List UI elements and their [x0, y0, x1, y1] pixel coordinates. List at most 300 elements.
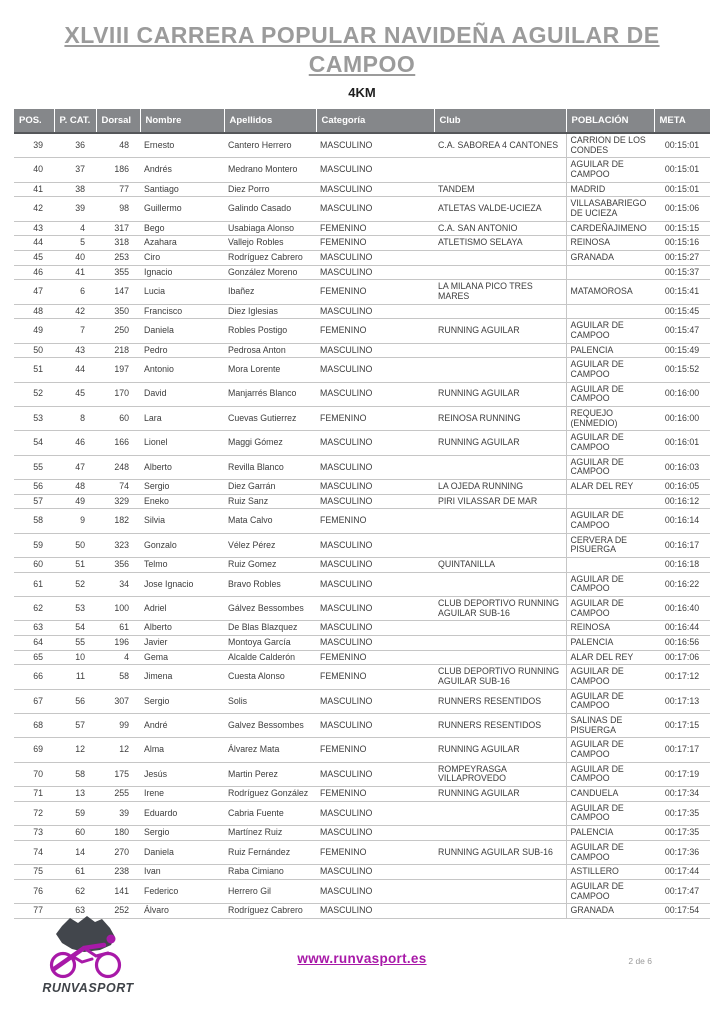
- cell-categoria: MASCULINO: [316, 197, 434, 221]
- cell-meta: 00:16:22: [654, 572, 710, 596]
- table-row: [14, 689, 710, 713]
- table-row: [14, 801, 710, 825]
- cell-pos: 60: [14, 558, 54, 573]
- cell-apellidos: Galindo Casado: [224, 197, 316, 221]
- table-row: [14, 382, 710, 406]
- cell-club: RUNNING AGUILAR: [434, 382, 566, 406]
- cell-pos: 47: [14, 280, 54, 304]
- cell-categoria: MASCULINO: [316, 533, 434, 557]
- table-row: [14, 879, 710, 903]
- cell-poblacion: CARDEÑAJIMENO: [566, 221, 654, 236]
- cell-p-cat: 50: [54, 533, 96, 557]
- cell-apellidos: Alcalde Calderón: [224, 650, 316, 665]
- cell-pos: 71: [14, 787, 54, 802]
- cell-dorsal: 100: [96, 597, 140, 621]
- cell-nombre: Eneko: [140, 494, 224, 509]
- cell-club: [434, 826, 566, 841]
- cell-p-cat: 14: [54, 840, 96, 864]
- cell-apellidos: De Blas Blazquez: [224, 621, 316, 636]
- cell-poblacion: AGUILAR DE CAMPOO: [566, 689, 654, 713]
- cell-meta: 00:17:34: [654, 787, 710, 802]
- cell-club: [434, 265, 566, 280]
- cell-apellidos: Ruiz Sanz: [224, 494, 316, 509]
- cell-categoria: MASCULINO: [316, 304, 434, 319]
- cell-poblacion: CERVERA DE PISUERGA: [566, 533, 654, 557]
- cell-pos: 54: [14, 431, 54, 455]
- cell-nombre: Federico: [140, 879, 224, 903]
- cell-club: [434, 801, 566, 825]
- cell-club: LA MILANA PICO TRES MARES: [434, 280, 566, 304]
- cell-club: C.A. SABOREA 4 CANTONES: [434, 133, 566, 158]
- cell-pos: 40: [14, 158, 54, 182]
- cell-categoria: MASCULINO: [316, 865, 434, 880]
- cell-club: [434, 650, 566, 665]
- cell-dorsal: 255: [96, 787, 140, 802]
- cell-pos: 75: [14, 865, 54, 880]
- cell-categoria: MASCULINO: [316, 597, 434, 621]
- cell-p-cat: 36: [54, 133, 96, 158]
- cell-pos: 72: [14, 801, 54, 825]
- cell-nombre: Antonio: [140, 358, 224, 382]
- cell-dorsal: 253: [96, 250, 140, 265]
- cell-dorsal: 252: [96, 904, 140, 919]
- cell-club: CLUB DEPORTIVO RUNNING AGUILAR SUB-16: [434, 597, 566, 621]
- cell-apellidos: Ibañez: [224, 280, 316, 304]
- cell-apellidos: Mora Lorente: [224, 358, 316, 382]
- table-row: [14, 558, 710, 573]
- cell-club: [434, 304, 566, 319]
- cell-dorsal: 238: [96, 865, 140, 880]
- table-row: [14, 358, 710, 382]
- cell-poblacion: GRANADA: [566, 904, 654, 919]
- cell-apellidos: Rodríguez Cabrero: [224, 904, 316, 919]
- cell-nombre: Alberto: [140, 455, 224, 479]
- cell-dorsal: 60: [96, 406, 140, 430]
- cell-p-cat: 47: [54, 455, 96, 479]
- cell-poblacion: AGUILAR DE CAMPOO: [566, 840, 654, 864]
- cell-meta: 00:16:05: [654, 480, 710, 495]
- cell-poblacion: [566, 558, 654, 573]
- cell-categoria: FEMENINO: [316, 650, 434, 665]
- cell-dorsal: 39: [96, 801, 140, 825]
- cell-nombre: Ignacio: [140, 265, 224, 280]
- cell-categoria: MASCULINO: [316, 455, 434, 479]
- cell-pos: 58: [14, 509, 54, 533]
- cell-nombre: Lionel: [140, 431, 224, 455]
- cell-categoria: MASCULINO: [316, 636, 434, 651]
- cell-club: ROMPEYRASGA VILLAPROVEDO: [434, 762, 566, 786]
- cell-dorsal: 48: [96, 133, 140, 158]
- cell-apellidos: Vélez Pérez: [224, 533, 316, 557]
- table-row: [14, 597, 710, 621]
- table-row: [14, 762, 710, 786]
- cell-club: [434, 358, 566, 382]
- cell-categoria: MASCULINO: [316, 558, 434, 573]
- cell-meta: 00:17:17: [654, 738, 710, 762]
- cell-poblacion: CARRION DE LOS CONDES: [566, 133, 654, 158]
- cell-meta: 00:15:01: [654, 182, 710, 197]
- cell-p-cat: 7: [54, 319, 96, 343]
- cell-apellidos: Álvarez Mata: [224, 738, 316, 762]
- cell-poblacion: MADRID: [566, 182, 654, 197]
- table-row: [14, 250, 710, 265]
- cell-p-cat: 48: [54, 480, 96, 495]
- cell-club: [434, 636, 566, 651]
- cell-dorsal: 350: [96, 304, 140, 319]
- cell-nombre: Gonzalo: [140, 533, 224, 557]
- cell-categoria: MASCULINO: [316, 621, 434, 636]
- cell-apellidos: Herrero Gil: [224, 879, 316, 903]
- column-header-poblacion: POBLACIÓN: [566, 109, 654, 133]
- cell-meta: 00:15:52: [654, 358, 710, 382]
- cell-apellidos: Robles Postigo: [224, 319, 316, 343]
- cell-pos: 52: [14, 382, 54, 406]
- cell-apellidos: Revilla Blanco: [224, 455, 316, 479]
- table-row: [14, 197, 710, 221]
- cell-club: [434, 509, 566, 533]
- cell-p-cat: 5: [54, 236, 96, 251]
- cell-p-cat: 41: [54, 265, 96, 280]
- cell-nombre: Gema: [140, 650, 224, 665]
- cell-nombre: Jimena: [140, 665, 224, 689]
- cell-dorsal: 74: [96, 480, 140, 495]
- cell-poblacion: AGUILAR DE CAMPOO: [566, 158, 654, 182]
- cell-meta: 00:16:14: [654, 509, 710, 533]
- cell-meta: 00:17:15: [654, 714, 710, 738]
- cell-poblacion: PALENCIA: [566, 826, 654, 841]
- cell-club: [434, 621, 566, 636]
- cell-nombre: Jesús: [140, 762, 224, 786]
- cell-apellidos: Martínez Ruiz: [224, 826, 316, 841]
- cell-apellidos: Usabiaga Alonso: [224, 221, 316, 236]
- cell-club: QUINTANILLA: [434, 558, 566, 573]
- cell-nombre: Sergio: [140, 826, 224, 841]
- footer-link-wrap: [0, 950, 724, 968]
- cell-dorsal: 166: [96, 431, 140, 455]
- cell-p-cat: 11: [54, 665, 96, 689]
- cell-pos: 74: [14, 840, 54, 864]
- cell-nombre: Lara: [140, 406, 224, 430]
- cell-categoria: FEMENINO: [316, 221, 434, 236]
- cell-pos: 76: [14, 879, 54, 903]
- cell-dorsal: 270: [96, 840, 140, 864]
- cell-categoria: FEMENINO: [316, 665, 434, 689]
- cell-categoria: FEMENINO: [316, 738, 434, 762]
- cell-nombre: Daniela: [140, 840, 224, 864]
- cell-poblacion: VILLASABARIEGO DE UCIEZA: [566, 197, 654, 221]
- cell-poblacion: AGUILAR DE CAMPOO: [566, 358, 654, 382]
- cell-club: RUNNING AGUILAR: [434, 319, 566, 343]
- cell-dorsal: 98: [96, 197, 140, 221]
- cell-dorsal: 186: [96, 158, 140, 182]
- cell-dorsal: 307: [96, 689, 140, 713]
- cell-pos: 77: [14, 904, 54, 919]
- cell-pos: 45: [14, 250, 54, 265]
- cell-apellidos: Gálvez Bessombes: [224, 597, 316, 621]
- cell-nombre: Sergio: [140, 480, 224, 495]
- cell-apellidos: Rodríguez Cabrero: [224, 250, 316, 265]
- cell-nombre: Azahara: [140, 236, 224, 251]
- table-row: [14, 787, 710, 802]
- cell-pos: 56: [14, 480, 54, 495]
- cell-meta: 00:17:06: [654, 650, 710, 665]
- table-row: [14, 406, 710, 430]
- cell-meta: 00:17:12: [654, 665, 710, 689]
- cell-poblacion: AGUILAR DE CAMPOO: [566, 431, 654, 455]
- cell-apellidos: Manjarrés Blanco: [224, 382, 316, 406]
- cell-pos: 61: [14, 572, 54, 596]
- cell-categoria: MASCULINO: [316, 480, 434, 495]
- cell-categoria: MASCULINO: [316, 133, 434, 158]
- cell-dorsal: 248: [96, 455, 140, 479]
- cell-p-cat: 4: [54, 221, 96, 236]
- cell-poblacion: [566, 304, 654, 319]
- cell-p-cat: 62: [54, 879, 96, 903]
- cell-categoria: FEMENINO: [316, 509, 434, 533]
- results-table: [14, 109, 710, 919]
- cell-p-cat: 13: [54, 787, 96, 802]
- cell-categoria: FEMENINO: [316, 280, 434, 304]
- cell-poblacion: AGUILAR DE CAMPOO: [566, 572, 654, 596]
- cell-apellidos: Montoya García: [224, 636, 316, 651]
- cell-nombre: Ciro: [140, 250, 224, 265]
- cell-nombre: Jose Ignacio: [140, 572, 224, 596]
- cell-club: RUNNING AGUILAR: [434, 738, 566, 762]
- cell-p-cat: 57: [54, 714, 96, 738]
- cell-poblacion: SALINAS DE PISUERGA: [566, 714, 654, 738]
- cell-poblacion: AGUILAR DE CAMPOO: [566, 455, 654, 479]
- cell-apellidos: Galvez Bessombes: [224, 714, 316, 738]
- cell-club: REINOSA RUNNING: [434, 406, 566, 430]
- cell-categoria: MASCULINO: [316, 762, 434, 786]
- cell-dorsal: 34: [96, 572, 140, 596]
- cell-p-cat: 51: [54, 558, 96, 573]
- cell-dorsal: 197: [96, 358, 140, 382]
- cell-categoria: MASCULINO: [316, 250, 434, 265]
- cell-pos: 70: [14, 762, 54, 786]
- cell-p-cat: 54: [54, 621, 96, 636]
- table-row: [14, 455, 710, 479]
- cell-poblacion: AGUILAR DE CAMPOO: [566, 597, 654, 621]
- cell-poblacion: PALENCIA: [566, 636, 654, 651]
- cell-pos: 57: [14, 494, 54, 509]
- cell-meta: 00:16:03: [654, 455, 710, 479]
- cell-apellidos: Ruiz Gomez: [224, 558, 316, 573]
- cell-meta: 00:15:01: [654, 133, 710, 158]
- cell-pos: 42: [14, 197, 54, 221]
- cell-p-cat: 60: [54, 826, 96, 841]
- table-row: [14, 840, 710, 864]
- cell-pos: 65: [14, 650, 54, 665]
- cell-categoria: MASCULINO: [316, 572, 434, 596]
- column-header-club: Club: [434, 109, 566, 133]
- cell-nombre: Andrés: [140, 158, 224, 182]
- column-header-pos: POS.: [14, 109, 54, 133]
- cell-poblacion: AGUILAR DE CAMPOO: [566, 879, 654, 903]
- cell-pos: 68: [14, 714, 54, 738]
- cell-pos: 73: [14, 826, 54, 841]
- cell-meta: 00:15:06: [654, 197, 710, 221]
- cell-poblacion: CANDUELA: [566, 787, 654, 802]
- cell-categoria: FEMENINO: [316, 840, 434, 864]
- cell-p-cat: 6: [54, 280, 96, 304]
- cell-apellidos: Cantero Herrero: [224, 133, 316, 158]
- cell-dorsal: 4: [96, 650, 140, 665]
- cell-poblacion: ALAR DEL REY: [566, 480, 654, 495]
- cell-dorsal: 99: [96, 714, 140, 738]
- cell-p-cat: 56: [54, 689, 96, 713]
- cell-club: RUNNING AGUILAR SUB-16: [434, 840, 566, 864]
- cell-pos: 39: [14, 133, 54, 158]
- cell-dorsal: 147: [96, 280, 140, 304]
- cell-apellidos: Vallejo Robles: [224, 236, 316, 251]
- cell-p-cat: 12: [54, 738, 96, 762]
- cell-meta: 00:15:27: [654, 250, 710, 265]
- cell-p-cat: 59: [54, 801, 96, 825]
- table-row: [14, 572, 710, 596]
- cell-p-cat: 61: [54, 865, 96, 880]
- cell-pos: 48: [14, 304, 54, 319]
- cell-nombre: Alma: [140, 738, 224, 762]
- cell-poblacion: REQUEJO (ENMEDIO): [566, 406, 654, 430]
- cell-categoria: FEMENINO: [316, 406, 434, 430]
- cell-club: RUNNERS RESENTIDOS: [434, 689, 566, 713]
- cell-categoria: MASCULINO: [316, 158, 434, 182]
- cell-pos: 66: [14, 665, 54, 689]
- cell-nombre: Álvaro: [140, 904, 224, 919]
- cell-meta: 00:17:35: [654, 826, 710, 841]
- cell-categoria: MASCULINO: [316, 879, 434, 903]
- table-row: [14, 650, 710, 665]
- cell-meta: 00:17:13: [654, 689, 710, 713]
- cell-dorsal: 170: [96, 382, 140, 406]
- cell-nombre: Daniela: [140, 319, 224, 343]
- cell-poblacion: MATAMOROSA: [566, 280, 654, 304]
- cell-dorsal: 182: [96, 509, 140, 533]
- cell-club: ATLETAS VALDE-UCIEZA: [434, 197, 566, 221]
- cell-categoria: FEMENINO: [316, 236, 434, 251]
- cell-poblacion: AGUILAR DE CAMPOO: [566, 762, 654, 786]
- cell-pos: 46: [14, 265, 54, 280]
- cell-dorsal: 196: [96, 636, 140, 651]
- cell-club: ATLETISMO SELAYA: [434, 236, 566, 251]
- cell-meta: 00:16:44: [654, 621, 710, 636]
- cell-club: TANDEM: [434, 182, 566, 197]
- cell-pos: 63: [14, 621, 54, 636]
- cell-dorsal: 141: [96, 879, 140, 903]
- cell-categoria: MASCULINO: [316, 801, 434, 825]
- cell-club: RUNNING AGUILAR: [434, 787, 566, 802]
- cell-meta: 00:16:12: [654, 494, 710, 509]
- cell-club: C.A. SAN ANTONIO: [434, 221, 566, 236]
- table-row: [14, 304, 710, 319]
- cell-meta: 00:16:17: [654, 533, 710, 557]
- cell-dorsal: 58: [96, 665, 140, 689]
- cell-nombre: Ivan: [140, 865, 224, 880]
- cell-categoria: MASCULINO: [316, 343, 434, 358]
- cell-categoria: MASCULINO: [316, 904, 434, 919]
- table-row: [14, 158, 710, 182]
- table-row: [14, 236, 710, 251]
- cell-categoria: FEMENINO: [316, 787, 434, 802]
- results-table-body: [14, 133, 710, 918]
- cell-club: [434, 879, 566, 903]
- cell-apellidos: Ruiz Fernández: [224, 840, 316, 864]
- column-header-p-cat: P. CAT.: [54, 109, 96, 133]
- cell-meta: 00:16:18: [654, 558, 710, 573]
- cell-dorsal: 329: [96, 494, 140, 509]
- column-header-nombre: Nombre: [140, 109, 224, 133]
- cell-categoria: MASCULINO: [316, 689, 434, 713]
- cell-poblacion: REINOSA: [566, 236, 654, 251]
- table-row: [14, 319, 710, 343]
- cell-meta: 00:15:16: [654, 236, 710, 251]
- cell-pos: 69: [14, 738, 54, 762]
- cell-dorsal: 355: [96, 265, 140, 280]
- table-row: [14, 714, 710, 738]
- cell-categoria: MASCULINO: [316, 265, 434, 280]
- cell-apellidos: Cuevas Gutierrez: [224, 406, 316, 430]
- cell-poblacion: [566, 494, 654, 509]
- cell-apellidos: Diez Garrán: [224, 480, 316, 495]
- table-row: [14, 738, 710, 762]
- table-row: [14, 431, 710, 455]
- cell-nombre: Bego: [140, 221, 224, 236]
- cell-meta: 00:17:47: [654, 879, 710, 903]
- cell-pos: 62: [14, 597, 54, 621]
- cell-nombre: Adriel: [140, 597, 224, 621]
- cell-meta: 00:17:44: [654, 865, 710, 880]
- cell-categoria: MASCULINO: [316, 358, 434, 382]
- cell-meta: 00:17:19: [654, 762, 710, 786]
- cell-meta: 00:16:56: [654, 636, 710, 651]
- cell-meta: 00:15:45: [654, 304, 710, 319]
- cell-apellidos: Cabria Fuente: [224, 801, 316, 825]
- cell-club: [434, 250, 566, 265]
- cell-categoria: MASCULINO: [316, 714, 434, 738]
- cell-club: RUNNERS RESENTIDOS: [434, 714, 566, 738]
- cell-p-cat: 49: [54, 494, 96, 509]
- cell-dorsal: 77: [96, 182, 140, 197]
- cell-dorsal: 218: [96, 343, 140, 358]
- cell-nombre: Lucia: [140, 280, 224, 304]
- cell-dorsal: 12: [96, 738, 140, 762]
- cell-club: [434, 455, 566, 479]
- cell-apellidos: Bravo Robles: [224, 572, 316, 596]
- cell-poblacion: GRANADA: [566, 250, 654, 265]
- cell-pos: 67: [14, 689, 54, 713]
- table-row: [14, 280, 710, 304]
- cell-categoria: FEMENINO: [316, 319, 434, 343]
- cell-nombre: Guillermo: [140, 197, 224, 221]
- cell-meta: 00:16:40: [654, 597, 710, 621]
- cell-meta: 00:16:00: [654, 382, 710, 406]
- cell-club: RUNNING AGUILAR: [434, 431, 566, 455]
- column-header-dorsal: Dorsal: [96, 109, 140, 133]
- cell-apellidos: Diez Iglesias: [224, 304, 316, 319]
- cell-apellidos: Cuesta Alonso: [224, 665, 316, 689]
- cell-nombre: Eduardo: [140, 801, 224, 825]
- cell-pos: 64: [14, 636, 54, 651]
- column-header-meta: META: [654, 109, 710, 133]
- runvasport-website-link[interactable]: www.runvasport.es: [297, 951, 427, 966]
- cell-nombre: Santiago: [140, 182, 224, 197]
- cell-nombre: Pedro: [140, 343, 224, 358]
- cell-pos: 59: [14, 533, 54, 557]
- cell-pos: 44: [14, 236, 54, 251]
- table-row: [14, 865, 710, 880]
- cell-dorsal: 317: [96, 221, 140, 236]
